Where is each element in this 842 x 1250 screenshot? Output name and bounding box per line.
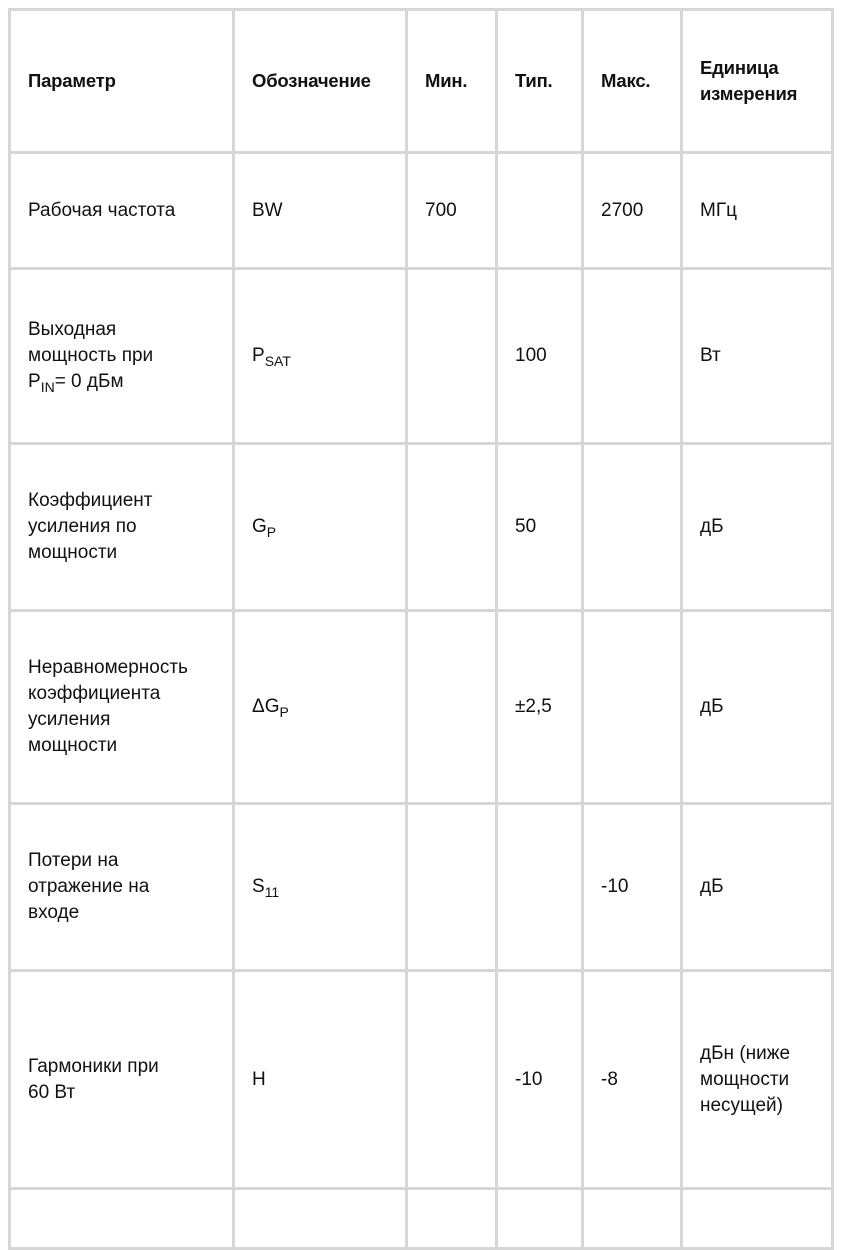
param-cell xyxy=(10,269,234,444)
typ-cell: ±2,5 xyxy=(497,611,583,804)
param-text: Потери на xyxy=(28,850,119,871)
unit-cell xyxy=(682,1189,833,1249)
param-text: 60 Вт xyxy=(28,1081,76,1103)
symbol-subscript: P xyxy=(279,704,289,720)
min-cell xyxy=(407,269,497,444)
min-cell xyxy=(407,971,497,1189)
header-unit-line2: измерения xyxy=(700,83,798,104)
min-cell xyxy=(407,804,497,971)
param-subscript: IN xyxy=(40,379,55,395)
typ-cell xyxy=(497,153,583,269)
typ-cell: 50 xyxy=(497,444,583,611)
symbol-subscript: SAT xyxy=(264,353,291,369)
min-cell xyxy=(407,444,497,611)
param-cell xyxy=(10,444,234,611)
table-row xyxy=(10,611,833,804)
param-text: = 0 дБм xyxy=(54,371,124,392)
unit-cell xyxy=(682,153,833,269)
param-text: усиления xyxy=(28,709,111,730)
symbol-cell xyxy=(234,611,407,804)
symbol-cell xyxy=(234,444,407,611)
param-text: Неравномерность xyxy=(28,657,188,678)
param-cell xyxy=(10,153,234,269)
param-text: Рабочая частота xyxy=(28,199,176,221)
symbol-cell xyxy=(234,269,407,444)
table-row xyxy=(10,444,833,611)
symbol-cell xyxy=(234,1189,407,1249)
unit-text: дБ xyxy=(700,516,724,537)
header-unit-line1: Единица xyxy=(700,57,779,78)
symbol-cell xyxy=(234,804,407,971)
param-text: P xyxy=(28,371,41,392)
typ-cell xyxy=(497,804,583,971)
unit-cell xyxy=(682,444,833,611)
param-text: мощности xyxy=(28,542,118,563)
header-typ: Тип. xyxy=(497,10,583,153)
header-symbol: Обозначение xyxy=(234,10,407,153)
max-cell: -8 xyxy=(583,971,682,1189)
header-unit xyxy=(682,10,833,153)
max-cell xyxy=(583,611,682,804)
param-cell xyxy=(10,1189,234,1249)
symbol-subscript: P xyxy=(266,524,277,540)
max-cell xyxy=(583,1189,682,1249)
typ-cell xyxy=(497,1189,583,1249)
table-row-partial xyxy=(10,1189,833,1249)
min-cell xyxy=(407,1189,497,1249)
symbol-subscript: 11 xyxy=(264,884,280,900)
symbol-text: P xyxy=(252,345,265,366)
unit-text: Вт xyxy=(700,345,721,366)
param-cell xyxy=(10,611,234,804)
unit-text: мощности xyxy=(700,1068,790,1090)
unit-text: дБн (ниже xyxy=(700,1042,791,1064)
table-row xyxy=(10,804,833,971)
unit-text: дБ xyxy=(700,696,724,717)
header-param: Параметр xyxy=(10,10,234,153)
param-text: мощность при xyxy=(28,345,154,366)
param-text: мощности xyxy=(28,735,118,756)
typ-cell: -10 xyxy=(497,971,583,1189)
param-text: коэффициента xyxy=(28,683,161,704)
param-text: Коэффициент xyxy=(28,490,153,511)
param-text: отражение на xyxy=(28,876,150,897)
spec-table xyxy=(8,8,834,1250)
param-text: усиления по xyxy=(28,516,137,537)
header-row xyxy=(10,10,833,153)
unit-cell xyxy=(682,611,833,804)
symbol-cell xyxy=(234,971,407,1189)
param-cell xyxy=(10,971,234,1189)
unit-cell xyxy=(682,804,833,971)
max-cell: 2700 xyxy=(583,153,682,269)
param-cell xyxy=(10,804,234,971)
param-text: Гармоники при xyxy=(28,1055,159,1077)
typ-cell: 100 xyxy=(497,269,583,444)
symbol-text: BW xyxy=(252,199,283,221)
max-cell xyxy=(583,269,682,444)
table-row xyxy=(10,153,833,269)
symbol-cell xyxy=(234,153,407,269)
unit-text: дБ xyxy=(700,876,724,897)
unit-cell xyxy=(682,269,833,444)
max-cell: -10 xyxy=(583,804,682,971)
min-cell: 700 xyxy=(407,153,497,269)
unit-text: МГц xyxy=(700,199,737,221)
table-row xyxy=(10,269,833,444)
symbol-text: ΔG xyxy=(252,696,280,717)
max-cell xyxy=(583,444,682,611)
symbol-text: H xyxy=(252,1068,266,1090)
param-text: входе xyxy=(28,902,80,923)
symbol-text: S xyxy=(252,876,265,897)
unit-cell xyxy=(682,971,833,1189)
table-row xyxy=(10,971,833,1189)
unit-text: несущей) xyxy=(700,1094,783,1116)
param-text: Выходная xyxy=(28,319,117,340)
symbol-text: G xyxy=(252,516,267,537)
min-cell xyxy=(407,611,497,804)
header-min: Мин. xyxy=(407,10,497,153)
header-max: Макс. xyxy=(583,10,682,153)
